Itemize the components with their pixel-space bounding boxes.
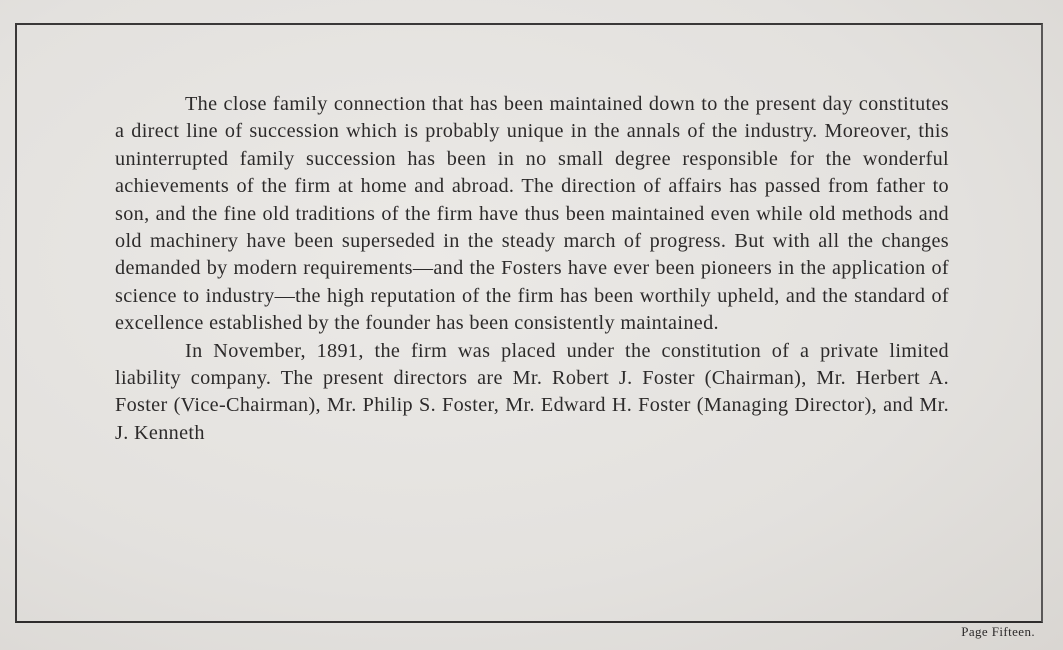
paragraph-company-directors: In November, 1891, the firm was placed under the constitution of a private limited liability company. The present directors are Mr. Robert J. Foster (Chairman), Mr. Herbert A. Foster (Vice-Chairman), Mr. Philip S. Foster, Mr. Edward H. Foster (Managing Director), and Mr. J. Kenneth bbox=[115, 339, 949, 444]
paragraph-family-succession: The close family connection that has been maintained down to the present day constitutes a direct line of succession which is probably unique in the annals of the industry. Moreover, this uninterrupted family succession has been in no small degree responsible for the wonderful achievements of the firm at home and abroad. The direction of affairs has passed from father to son, and the fine old traditions of the firm have thus been maintained even while old methods and old machinery have been superseded in the steady march of progress. But with all the changes demanded by modern requirements—and the Fosters have ever been pioneers in the application of science to industry—the high reputation of the firm has been worthily upheld, and the standard of excellence established by the founder has been consistently maintained. bbox=[115, 93, 949, 335]
page-number: Page Fifteen. bbox=[961, 624, 1035, 639]
body-text bbox=[115, 91, 949, 447]
